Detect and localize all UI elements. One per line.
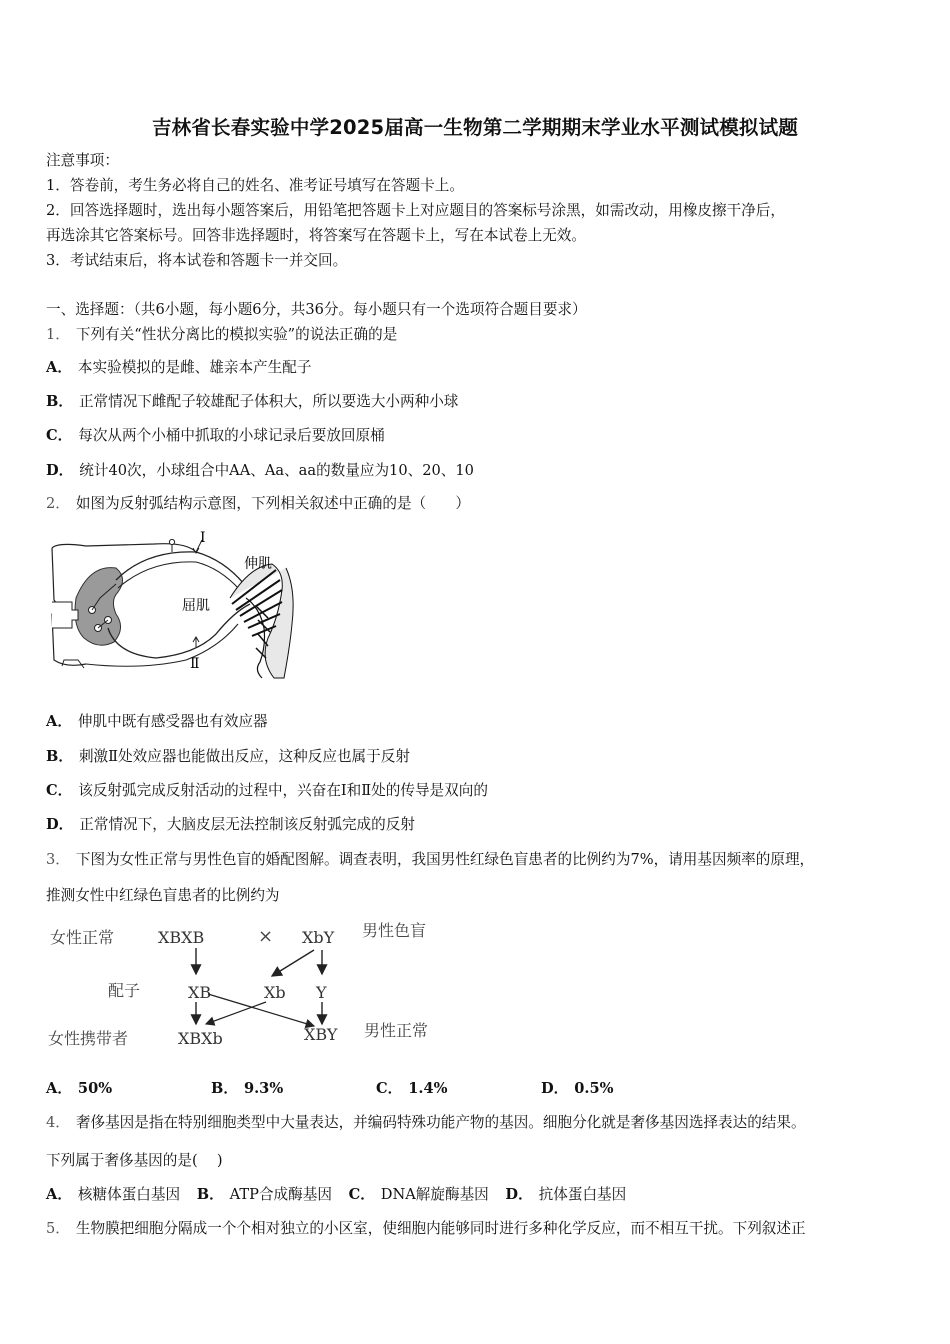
q1-stem-text: 下列有关“性状分离比的模拟实验”的说法正确的是 <box>75 326 398 343</box>
option-text: 统计40次，小球组合中AA、Aa、aa的数量应为10、20、10 <box>79 462 474 479</box>
option-text: 0.5% <box>574 1080 614 1097</box>
option-label: C． <box>348 1186 375 1203</box>
gamete-xb-lower: Xb <box>264 983 286 1002</box>
option-text: 刺激Ⅱ处效应器也能做出反应，这种反应也属于反射 <box>78 748 410 765</box>
q4-option-c[interactable] <box>349 1185 489 1205</box>
option-label: B． <box>211 1080 238 1097</box>
q5-stem <box>46 1219 806 1239</box>
q4-options <box>46 1185 626 1205</box>
label-gamete: 配子 <box>108 981 141 1000</box>
q3-option-d[interactable] <box>541 1079 706 1099</box>
q2-option-b[interactable] <box>46 747 410 767</box>
q2-option-d[interactable] <box>46 815 415 835</box>
figure-label-extensor: 伸肌 <box>244 556 272 572</box>
option-text: 核糖体蛋白基因 <box>77 1186 181 1203</box>
option-text: 本实验模拟的是雌、雄亲本产生配子 <box>77 359 312 376</box>
q3-number: 3． <box>46 851 70 868</box>
offspring-male: XBY <box>304 1025 338 1044</box>
option-label: A． <box>46 713 72 730</box>
q4-stem-text: 奢侈基因是指在特别细胞类型中大量表达，并编码特殊功能产物的基因。细胞分化就是奢侈基因选择表达的结果。 <box>75 1114 806 1131</box>
q3-stem-text: 下图为女性正常与男性色盲的婚配图解。调查表明，我国男性红绿色盲患者的比例约为7%，请用基因频率的原理， <box>75 851 815 868</box>
option-label: A． <box>46 359 72 376</box>
option-label: A． <box>46 1186 72 1203</box>
notice-item-3: 3．考试结束后，将本试卷和答题卡一并交回。 <box>46 252 348 269</box>
q2-option-a[interactable] <box>46 712 268 732</box>
q4-stem <box>46 1113 806 1133</box>
option-text: ATP合成酶基因 <box>229 1186 332 1203</box>
q1-stem <box>46 325 397 345</box>
figure-label-i: Ⅰ <box>200 530 206 546</box>
gamete-xb-upper: XB <box>188 983 212 1002</box>
q3-options <box>46 1079 706 1099</box>
genotype-female-parent: XBXB <box>158 928 205 947</box>
q2-number: 2． <box>46 495 70 512</box>
q2-stem-text: 如图为反射弧结构示意图，下列相关叙述中正确的是（ ） <box>75 495 470 512</box>
option-label: D． <box>541 1080 569 1097</box>
option-text: 正常情况下雌配子较雄配子体积大，所以要选大小两种小球 <box>78 393 459 410</box>
q4-option-a[interactable] <box>46 1185 180 1205</box>
q3-option-a[interactable] <box>46 1079 211 1099</box>
option-label: D． <box>46 462 74 479</box>
q3-option-b[interactable] <box>211 1079 376 1099</box>
q4-stem-cont: 下列属于奢侈基因的是( ) <box>46 1152 223 1169</box>
option-text: 1.4% <box>408 1080 448 1097</box>
q3-stem <box>46 850 814 870</box>
option-text: 9.3% <box>243 1080 284 1097</box>
notice-item-1: 1．答卷前，考生务必将自己的姓名、准考证号填写在答题卡上。 <box>46 177 464 194</box>
option-text: 抗体蛋白基因 <box>538 1186 627 1203</box>
option-text: 50% <box>77 1080 113 1097</box>
exam-title: 吉林省长春实验中学2025届高一生物第二学期期末学业水平测试模拟试题 <box>151 116 799 139</box>
option-label: B． <box>46 393 73 410</box>
option-label: C． <box>376 1080 403 1097</box>
genotype-male-parent: XbY <box>302 928 335 947</box>
label-female-carrier: 女性携带者 <box>48 1029 129 1048</box>
gamete-y: Y <box>316 983 327 1002</box>
option-label: C． <box>46 782 73 799</box>
q1-option-b[interactable] <box>46 392 458 412</box>
option-text: 该反射弧完成反射活动的过程中，兴奋在Ⅰ和Ⅱ处的传导是双向的 <box>78 782 488 799</box>
q1-option-a[interactable] <box>46 358 311 378</box>
figure-label-ii: Ⅱ <box>190 656 200 672</box>
q2-stem <box>46 494 470 514</box>
q4-option-b[interactable] <box>197 1185 332 1205</box>
q4-number: 4． <box>46 1114 70 1131</box>
option-label: A． <box>46 1080 72 1097</box>
q1-option-c[interactable] <box>46 426 385 446</box>
reflex-arc-figure <box>46 528 296 680</box>
option-text: 伸肌中既有感受器也有效应器 <box>77 713 268 730</box>
option-text: 每次从两个小桶中抓取的小球记录后要放回原桶 <box>78 427 385 444</box>
q5-stem-text: 生物膜把细胞分隔成一个个相对独立的小区室，使细胞内能够同时进行多种化学反应，而不相互干扰。下列叙述正 <box>75 1220 806 1237</box>
label-male-colorblind: 男性色盲 <box>362 921 427 940</box>
option-label: D． <box>46 816 74 833</box>
notice-item-2-cont: 再选涂其它答案标号。回答非选择题时，将答案写在答题卡上，写在本试卷上无效。 <box>46 227 586 244</box>
q1-option-d[interactable] <box>46 461 474 481</box>
q3-option-c[interactable] <box>376 1079 541 1099</box>
label-male-normal: 男性正常 <box>364 1021 429 1040</box>
q5-number: 5． <box>46 1220 70 1237</box>
option-label: B． <box>46 748 73 765</box>
inheritance-diagram <box>46 918 456 1054</box>
section-heading: 一、选择题：（共6小题，每小题6分，共36分。每小题只有一个选项符合题目要求） <box>46 301 587 318</box>
option-text: 正常情况下，大脑皮层无法控制该反射弧完成的反射 <box>79 816 415 833</box>
q1-number: 1． <box>46 326 70 343</box>
option-label: C． <box>46 427 73 444</box>
label-female-normal: 女性正常 <box>50 928 115 947</box>
option-text: DNA解旋酶基因 <box>380 1186 489 1203</box>
notice-item-2: 2．回答选择题时，选出每小题答案后，用铅笔把答题卡上对应题目的答案标号涂黑，如需改动，用橡皮擦干净后， <box>46 202 785 219</box>
q2-option-c[interactable] <box>46 781 488 801</box>
figure-label-flexor: 屈肌 <box>182 598 210 614</box>
option-label: D． <box>505 1186 533 1203</box>
q4-option-d[interactable] <box>505 1185 626 1205</box>
q3-stem-cont: 推测女性中红绿色盲患者的比例约为 <box>46 887 280 904</box>
option-label: B． <box>196 1186 224 1203</box>
cross-symbol: × <box>258 926 274 947</box>
offspring-female: XBXb <box>178 1029 223 1048</box>
notice-heading: 注意事项： <box>46 152 119 169</box>
